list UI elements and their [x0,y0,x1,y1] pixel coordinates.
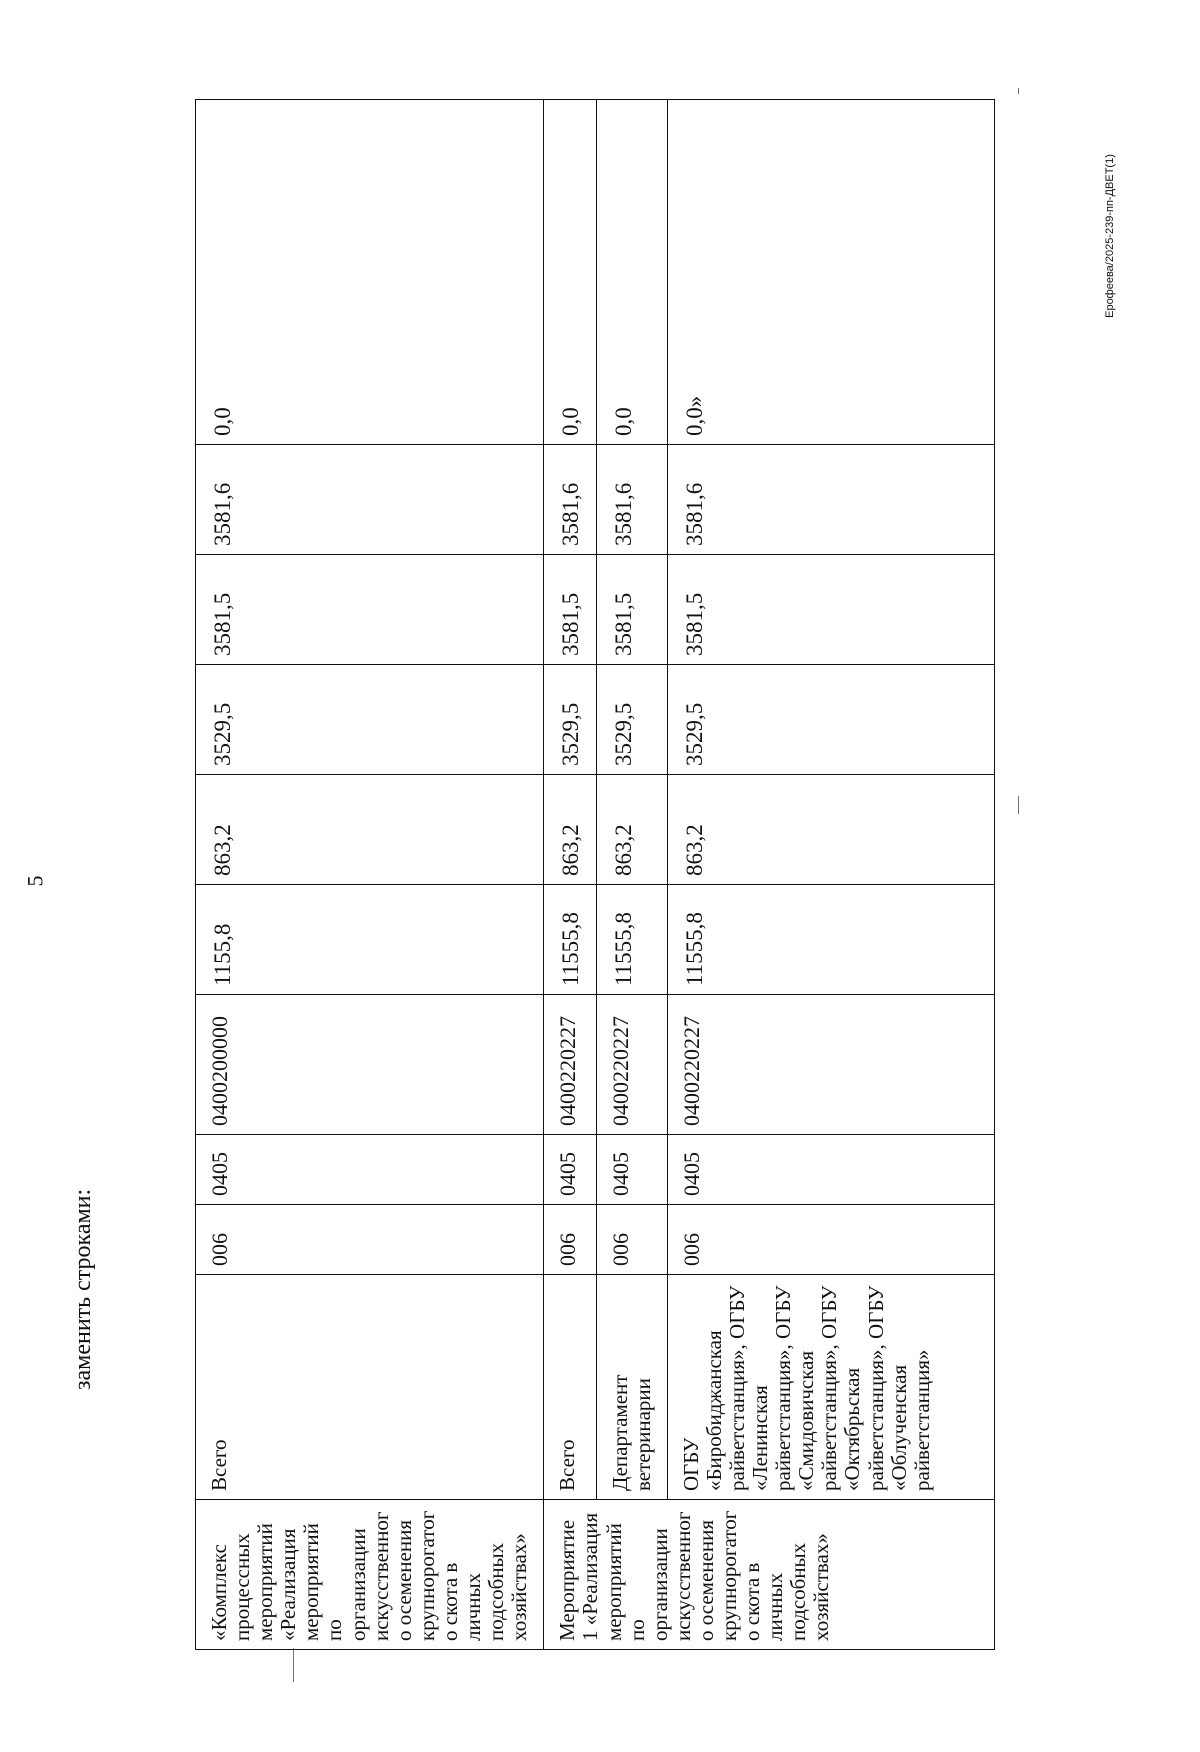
rzpr-code: 0405 [196,1135,544,1205]
amount-6: 0,0» [667,100,994,445]
activity-name: «Комплекс процессных мероприятий «Реализация мероприятий по организации искусственного осеменения крупнорогатого скота в личных подсобных хозяйствах» [196,1500,544,1650]
grbs-code: 006 [196,1205,544,1275]
csr-code: 0400200000 [196,995,544,1135]
budget-table [195,99,995,1650]
executor: Всего [544,1275,596,1500]
amount-4: 3581,5 [544,555,596,665]
grbs-code: 006 [544,1205,596,1275]
amount-6: 0,0 [544,100,596,445]
amount-5: 3581,6 [667,445,994,555]
amount-5: 3581,6 [596,445,667,555]
amount-6: 0,0 [596,100,667,445]
amount-2: 863,2 [667,775,994,885]
margin-mark [1018,796,1019,814]
rotated-table [195,100,995,1650]
amount-4: 3581,5 [196,555,544,665]
executor: ОГБУ «Биробиджанская райветстанция», ОГБУ «Ленинская райветстанция», ОГБУ «Смидовичская райветстанция», ОГБУ «Октябрьская райветстанция», ОГБУ «Облученская райветстанция» [667,1275,994,1500]
rzpr-code: 0405 [596,1135,667,1205]
executor: Всего [196,1275,544,1500]
document-code: Ерофеева/2025-239-пп-ДВЕТ(1) [1104,154,1116,318]
amount-1: 1155,8 [196,885,544,995]
table-row [596,100,667,1650]
csr-code: 0400220227 [544,995,596,1135]
rzpr-code: 0405 [544,1135,596,1205]
table-row [667,100,994,1650]
table-row [196,100,544,1650]
amount-4: 3581,5 [596,555,667,665]
amount-3: 3529,5 [544,665,596,775]
margin-mark [293,1648,294,1682]
csr-code: 0400220227 [667,995,994,1135]
amount-1: 11555,8 [596,885,667,995]
executor: Департамент ветеринарии [596,1275,667,1500]
margin-mark [1018,88,1019,94]
amount-1: 11555,8 [544,885,596,995]
amount-2: 863,2 [544,775,596,885]
amount-5: 3581,6 [544,445,596,555]
table-row [544,100,596,1650]
amount-4: 3581,5 [667,555,994,665]
intro-text: заменить строками: [70,1188,96,1390]
amount-3: 3529,5 [596,665,667,775]
amount-5: 3581,6 [196,445,544,555]
rzpr-code: 0405 [667,1135,994,1205]
amount-2: 863,2 [196,775,544,885]
csr-code: 0400220227 [596,995,667,1135]
amount-6: 0,0 [196,100,544,445]
grbs-code: 006 [596,1205,667,1275]
grbs-code: 006 [667,1205,994,1275]
amount-3: 3529,5 [196,665,544,775]
activity-name: Мероприятие 1 «Реализация мероприятий по организации искусственного осеменения крупнорогатого скота в личных подсобных хозяйствах» [544,1500,995,1650]
amount-3: 3529,5 [667,665,994,775]
page-number: 5 [22,875,48,887]
amount-2: 863,2 [596,775,667,885]
amount-1: 11555,8 [667,885,994,995]
